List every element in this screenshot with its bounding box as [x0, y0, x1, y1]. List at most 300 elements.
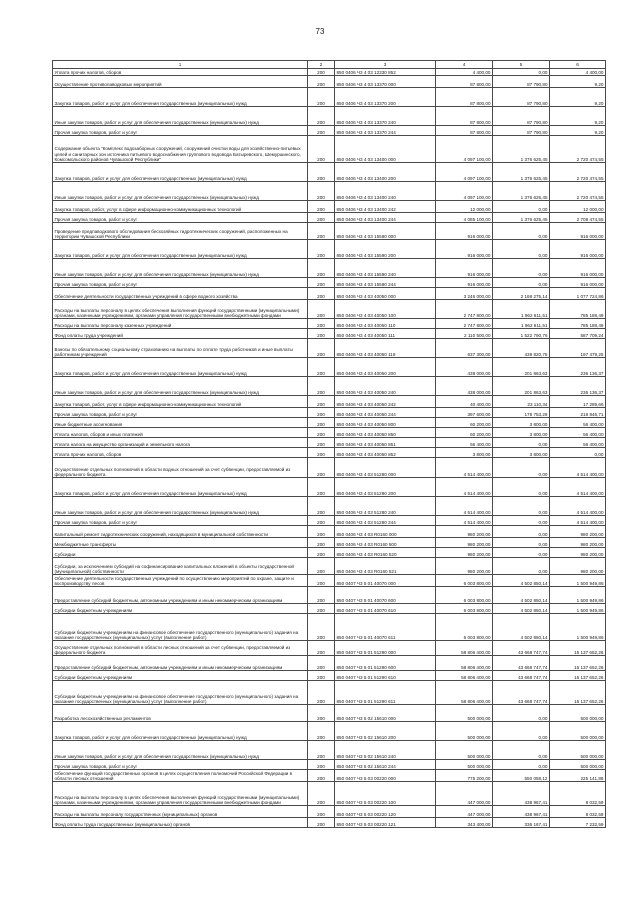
row-executed-amount: 438 967,41 [493, 782, 550, 806]
row-description: Прочая закупка товаров, работ и услуг [53, 408, 308, 418]
row-executed-amount: 4 502 850,14 [493, 614, 550, 641]
row-description: Содержание объекта "Комплекс водозаборных сооружений, сооружений очистки воды для хозяйственно-питьевых целей и санитарных зон источника питьевого водоснабжения группового водовода Батыревского, Шемуршинского, Комсомольского районов Чувашской Республики" [53, 136, 308, 163]
row-executed-amount: 87 790,80 [493, 88, 550, 107]
row-approved-amount: 4 514 400,00 [436, 497, 493, 516]
table-row [53, 770, 606, 782]
row-approved-amount: 6 003 800,00 [436, 575, 493, 587]
row-budget-classification-code: 850 0406 Ч3 4 03 40050 852 [335, 448, 436, 458]
table-row [53, 377, 606, 396]
row-executed-amount: 1 962 611,51 [493, 300, 550, 319]
row-approved-amount: 916 000,00 [436, 223, 493, 240]
row-executed-amount: 2 168 275,14 [493, 288, 550, 300]
row-line-code: 200 [308, 538, 335, 548]
table-row [53, 526, 606, 538]
row-line-code: 200 [308, 136, 335, 163]
row-unexecuted-amount: 1 500 949,86 [550, 587, 606, 604]
row-budget-classification-code: 850 0406 Ч3 4 03 13400 200 [335, 163, 436, 182]
row-line-code: 200 [308, 722, 335, 741]
row-unexecuted-amount: 980 200,00 [550, 526, 606, 538]
row-line-code: 200 [308, 69, 335, 76]
row-line-code: 200 [308, 806, 335, 818]
table-row [53, 671, 606, 681]
row-line-code: 200 [308, 278, 335, 288]
row-line-code: 200 [308, 329, 335, 339]
row-executed-amount: 1 376 625,45 [493, 182, 550, 201]
row-executed-amount: 0,00 [493, 278, 550, 288]
row-budget-classification-code: 850 0407 Ч3 5 01 51290 000 [335, 641, 436, 656]
row-line-code: 200 [308, 126, 335, 136]
row-executed-amount: 4 502 850,14 [493, 587, 550, 604]
row-unexecuted-amount: 4 514 400,00 [550, 478, 606, 497]
column-header: 3 [335, 61, 436, 69]
row-line-code: 200 [308, 671, 335, 681]
row-line-code: 200 [308, 396, 335, 408]
row-executed-amount: 3 800,00 [493, 448, 550, 458]
row-executed-amount: 0,00 [493, 69, 550, 76]
row-description: Закупка товаров, работ, услуг в сфере информационно-коммуникационных технологий [53, 396, 308, 408]
row-line-code: 200 [308, 641, 335, 656]
row-line-code: 200 [308, 377, 335, 396]
row-approved-amount: 60 200,00 [436, 428, 493, 438]
row-unexecuted-amount: 980 200,00 [550, 548, 606, 558]
row-unexecuted-amount: 785 188,49 [550, 300, 606, 319]
row-unexecuted-amount: 980 200,00 [550, 538, 606, 548]
row-line-code: 200 [308, 223, 335, 240]
row-description: Обеспечение функций государственных органов в целях осуществления полномочий Российской Федерации в области лесных отношений [53, 770, 308, 782]
row-budget-classification-code: 850 0406 Ч3 4 03 15590 000 [335, 223, 436, 240]
row-approved-amount: 775 200,00 [436, 770, 493, 782]
row-executed-amount: 43 668 747,74 [493, 656, 550, 671]
row-budget-classification-code: 850 0406 Ч3 4 03 51280 200 [335, 478, 436, 497]
row-executed-amount: 1 376 625,45 [493, 163, 550, 182]
row-line-code: 200 [308, 705, 335, 722]
row-approved-amount: 58 806 400,00 [436, 671, 493, 681]
row-unexecuted-amount: 8 032,59 [550, 782, 606, 806]
row-approved-amount: 500 000,00 [436, 722, 493, 741]
row-description: Уплата прочих налогов, сборов [53, 448, 308, 458]
row-description: Субсидии бюджетным учреждениям [53, 671, 308, 681]
row-description: Капитальный ремонт гидротехнических сооружений, находящихся в муниципальной собственности [53, 526, 308, 538]
table-row [53, 656, 606, 671]
row-budget-classification-code: 850 0406 Ч3 4 03 40050 240 [335, 377, 436, 396]
row-budget-classification-code: 850 0406 Ч3 4 03 12330 852 [335, 69, 436, 76]
row-description: Субсидии, за исключением субсидий на софинансирование капитальных вложений в объекты государственной (муниципальной) собственности [53, 558, 308, 575]
row-unexecuted-amount: 7 232,59 [550, 818, 606, 828]
row-budget-classification-code: 850 0406 Ч3 4 03 15590 240 [335, 259, 436, 278]
row-description: Обеспечение деятельности государственных учреждений по осуществлению мероприятий по охране, защите и воспроизводству лесов [53, 575, 308, 587]
row-approved-amount: 60 200,00 [436, 418, 493, 428]
row-executed-amount: 4 502 850,14 [493, 575, 550, 587]
row-description: Расходы на выплаты персоналу казенных учреждений [53, 319, 308, 329]
row-approved-amount: 58 806 400,00 [436, 641, 493, 656]
row-description: Закупка товаров, работ и услуг для обеспечения государственных (муниципальных) нужд [53, 722, 308, 741]
table-row [53, 136, 606, 163]
row-line-code: 200 [308, 418, 335, 428]
row-budget-classification-code: 850 0407 Ч3 5 02 15610 200 [335, 722, 436, 741]
row-approved-amount: 3 246 000,00 [436, 288, 493, 300]
row-line-code: 200 [308, 428, 335, 438]
row-line-code: 200 [308, 497, 335, 516]
table-row [53, 558, 606, 575]
row-unexecuted-amount: 15 137 652,26 [550, 656, 606, 671]
row-unexecuted-amount: 4 514 400,00 [550, 497, 606, 516]
row-description: Закупка товаров, работ, услуг в сфере информационно-коммуникационных технологий [53, 201, 308, 213]
table-row [53, 418, 606, 428]
row-line-code: 200 [308, 163, 335, 182]
row-unexecuted-amount: 2 708 474,55 [550, 213, 606, 223]
row-executed-amount: 0,00 [493, 705, 550, 722]
row-unexecuted-amount: 8 032,59 [550, 806, 606, 818]
row-budget-classification-code: 850 0407 Ч3 5 02 15610 000 [335, 705, 436, 722]
row-line-code: 200 [308, 240, 335, 259]
row-description: Расходы на выплаты персоналу в целях обеспечения выполнения функций государственными (муниципальными) органами, казенными учреждениями, органами управления государственными внебюджетными фондами [53, 300, 308, 319]
row-approved-amount: 56 400,00 [436, 438, 493, 448]
column-header: 1 [53, 61, 308, 69]
row-description: Прочая закупка товаров, работ и услуг [53, 126, 308, 136]
row-description: Субсидии [53, 548, 308, 558]
row-line-code: 200 [308, 288, 335, 300]
row-approved-amount: 4 400,00 [436, 69, 493, 76]
row-description: Иные закупки товаров, работ и услуг для обеспечения государственных (муниципальных) нужд [53, 107, 308, 126]
row-budget-classification-code: 850 0406 Ч3 4 03 13400 242 [335, 201, 436, 213]
row-budget-classification-code: 850 0407 Ч3 5 01 40070 610 [335, 604, 436, 614]
row-budget-classification-code: 850 0406 Ч3 4 03 13370 240 [335, 107, 436, 126]
row-unexecuted-amount: 0,00 [550, 448, 606, 458]
row-unexecuted-amount: 9,20 [550, 76, 606, 88]
row-budget-classification-code: 850 0406 Ч3 4 03 40050 800 [335, 418, 436, 428]
row-unexecuted-amount: 4 514 400,00 [550, 458, 606, 478]
row-budget-classification-code: 850 0406 Ч3 4 03 13370 000 [335, 76, 436, 88]
row-approved-amount: 58 806 400,00 [436, 656, 493, 671]
row-executed-amount: 0,00 [493, 760, 550, 770]
row-unexecuted-amount: 916 000,00 [550, 223, 606, 240]
row-budget-classification-code: 850 0407 Ч3 5 03 00220 100 [335, 782, 436, 806]
row-description: Иные закупки товаров, работ и услуг для обеспечения государственных (муниципальных) нужд [53, 182, 308, 201]
row-line-code: 200 [308, 656, 335, 671]
row-approved-amount: 343 400,00 [436, 818, 493, 828]
row-budget-classification-code: 850 0406 Ч3 4 03 R0160 521 [335, 558, 436, 575]
row-line-code: 200 [308, 526, 335, 538]
row-budget-classification-code: 850 0406 Ч3 4 03 13400 244 [335, 213, 436, 223]
row-line-code: 200 [308, 558, 335, 575]
table-row [53, 497, 606, 516]
row-unexecuted-amount: 2 720 474,55 [550, 136, 606, 163]
table-row [53, 604, 606, 614]
row-budget-classification-code: 850 0406 Ч3 4 03 R0160 520 [335, 548, 436, 558]
row-executed-amount: 87 790,80 [493, 107, 550, 126]
row-executed-amount: 1 522 790,76 [493, 329, 550, 339]
row-budget-classification-code: 850 0406 Ч3 4 03 13400 000 [335, 136, 436, 163]
row-line-code: 200 [308, 201, 335, 213]
row-unexecuted-amount: 218 846,71 [550, 408, 606, 418]
row-budget-classification-code: 850 0407 Ч3 5 02 15610 244 [335, 760, 436, 770]
row-approved-amount: 980 200,00 [436, 558, 493, 575]
row-description: Прочая закупка товаров, работ и услуг [53, 278, 308, 288]
row-description: Осуществление противопаводковых мероприятий [53, 76, 308, 88]
row-budget-classification-code: 850 0407 Ч3 5 03 00220 000 [335, 770, 436, 782]
table-header-row [53, 61, 606, 69]
budget-execution-table [52, 60, 606, 828]
row-executed-amount: 0,00 [493, 516, 550, 526]
row-executed-amount: 3 800,00 [493, 428, 550, 438]
row-executed-amount: 0,00 [493, 538, 550, 548]
table-row [53, 358, 606, 377]
row-unexecuted-amount: 2 720 474,55 [550, 182, 606, 201]
table-row [53, 107, 606, 126]
row-approved-amount: 447 000,00 [436, 806, 493, 818]
row-approved-amount: 87 800,00 [436, 76, 493, 88]
row-line-code: 200 [308, 604, 335, 614]
row-unexecuted-amount: 500 000,00 [550, 741, 606, 760]
column-header: 2 [308, 61, 335, 69]
row-unexecuted-amount: 9,20 [550, 88, 606, 107]
row-line-code: 200 [308, 88, 335, 107]
row-executed-amount: 1 376 625,45 [493, 136, 550, 163]
row-unexecuted-amount: 916 000,00 [550, 278, 606, 288]
row-executed-amount: 201 863,63 [493, 377, 550, 396]
row-executed-amount: 1 962 611,51 [493, 319, 550, 329]
row-description: Фонд оплаты труда государственных (муниципальных) органов [53, 818, 308, 828]
row-description: Субсидии бюджетным учреждениям на финансовое обеспечение государственного (муниципального) задания на оказание государственных (муниципальных) услуг (выполнение работ) [53, 614, 308, 641]
row-budget-classification-code: 850 0406 Ч3 4 03 51280 000 [335, 458, 436, 478]
row-budget-classification-code: 850 0406 Ч3 4 03 40050 110 [335, 319, 436, 329]
row-description: Субсидии бюджетным учреждениям на финансовое обеспечение государственного (муниципального) задания на оказание государственных (муниципальных) услуг (выполнение работ) [53, 681, 308, 705]
row-description: Осуществление отдельных полномочий в области водных отношений за счет субвенции, предоставляемой из федерального бюджета [53, 458, 308, 478]
row-approved-amount: 500 000,00 [436, 760, 493, 770]
row-unexecuted-amount: 1 500 949,86 [550, 614, 606, 641]
table-row [53, 641, 606, 656]
row-executed-amount: 0,00 [493, 497, 550, 516]
row-description: Закупка товаров, работ и услуг для обеспечения государственных (муниципальных) нужд [53, 478, 308, 497]
table-row [53, 741, 606, 760]
table-row [53, 587, 606, 604]
row-unexecuted-amount: 12 000,00 [550, 201, 606, 213]
row-executed-amount: 4 502 850,14 [493, 604, 550, 614]
table-row [53, 319, 606, 329]
row-executed-amount: 0,00 [493, 223, 550, 240]
row-approved-amount: 58 806 400,00 [436, 681, 493, 705]
row-unexecuted-amount: 15 137 652,26 [550, 681, 606, 705]
row-executed-amount: 0,00 [493, 548, 550, 558]
row-budget-classification-code: 850 0406 Ч3 4 03 13370 200 [335, 88, 436, 107]
row-executed-amount: 0,00 [493, 438, 550, 448]
table-row [53, 722, 606, 741]
row-executed-amount: 336 167,41 [493, 818, 550, 828]
row-approved-amount: 4 514 400,00 [436, 478, 493, 497]
row-executed-amount: 43 668 747,74 [493, 671, 550, 681]
table-row [53, 300, 606, 319]
table-row [53, 278, 606, 288]
row-approved-amount: 2 747 800,00 [436, 300, 493, 319]
row-line-code: 200 [308, 760, 335, 770]
row-executed-amount: 43 668 747,74 [493, 681, 550, 705]
row-approved-amount: 87 800,00 [436, 126, 493, 136]
row-executed-amount: 23 110,34 [493, 396, 550, 408]
row-line-code: 200 [308, 76, 335, 88]
row-line-code: 200 [308, 182, 335, 201]
row-budget-classification-code: 850 0406 Ч3 4 03 40050 242 [335, 396, 436, 408]
row-line-code: 200 [308, 575, 335, 587]
row-budget-classification-code: 850 0406 Ч3 4 03 40050 200 [335, 358, 436, 377]
row-budget-classification-code: 850 0407 Ч3 5 01 51290 600 [335, 656, 436, 671]
table-row [53, 126, 606, 136]
row-approved-amount: 916 000,00 [436, 278, 493, 288]
row-description: Фонд оплаты труда учреждений [53, 329, 308, 339]
table-row [53, 259, 606, 278]
row-unexecuted-amount: 15 137 652,26 [550, 671, 606, 681]
row-budget-classification-code: 850 0406 Ч3 4 03 15590 200 [335, 240, 436, 259]
row-line-code: 200 [308, 358, 335, 377]
row-budget-classification-code: 850 0406 Ч3 4 03 40050 119 [335, 339, 436, 358]
row-approved-amount: 4 097 100,00 [436, 136, 493, 163]
row-approved-amount: 4 097 100,00 [436, 163, 493, 182]
row-budget-classification-code: 850 0407 Ч3 5 01 40070 600 [335, 587, 436, 604]
column-header: 4 [436, 61, 493, 69]
row-executed-amount: 201 863,63 [493, 358, 550, 377]
row-approved-amount: 980 200,00 [436, 548, 493, 558]
row-executed-amount: 0,00 [493, 558, 550, 575]
row-unexecuted-amount: 197 479,25 [550, 339, 606, 358]
row-description: Уплата налога на имущество организаций и земельного налога [53, 438, 308, 448]
row-budget-classification-code: 850 0406 Ч3 4 03 51280 240 [335, 497, 436, 516]
row-approved-amount: 916 000,00 [436, 240, 493, 259]
row-description: Разработка лесохозяйственных регламентов [53, 705, 308, 722]
row-budget-classification-code: 850 0406 Ч3 4 03 40050 000 [335, 288, 436, 300]
row-line-code: 200 [308, 448, 335, 458]
row-budget-classification-code: 850 0407 Ч3 5 03 00220 121 [335, 818, 436, 828]
row-line-code: 200 [308, 107, 335, 126]
row-unexecuted-amount: 587 709,24 [550, 329, 606, 339]
row-budget-classification-code: 850 0407 Ч3 5 01 51290 610 [335, 671, 436, 681]
row-executed-amount: 550 058,12 [493, 770, 550, 782]
row-budget-classification-code: 850 0406 Ч3 4 03 51280 244 [335, 516, 436, 526]
row-approved-amount: 916 000,00 [436, 259, 493, 278]
row-approved-amount: 6 003 800,00 [436, 614, 493, 641]
row-line-code: 200 [308, 300, 335, 319]
table-row [53, 818, 606, 828]
table-row [53, 163, 606, 182]
table-row [53, 428, 606, 438]
table-row [53, 478, 606, 497]
column-header: 5 [493, 61, 550, 69]
row-budget-classification-code: 850 0406 Ч3 4 03 40050 244 [335, 408, 436, 418]
row-line-code: 200 [308, 818, 335, 828]
row-description: Иные закупки товаров, работ и услуг для обеспечения государственных (муниципальных) нужд [53, 497, 308, 516]
table-row [53, 182, 606, 201]
row-description: Прочая закупка товаров, работ и услуг [53, 213, 308, 223]
row-unexecuted-amount: 15 137 652,26 [550, 641, 606, 656]
row-line-code: 200 [308, 213, 335, 223]
row-unexecuted-amount: 17 289,66 [550, 396, 606, 408]
table-row [53, 339, 606, 358]
table-row [53, 69, 606, 76]
row-executed-amount: 43 668 747,74 [493, 641, 550, 656]
row-unexecuted-amount: 56 400,00 [550, 418, 606, 428]
row-executed-amount: 0,00 [493, 259, 550, 278]
row-approved-amount: 87 800,00 [436, 107, 493, 126]
row-budget-classification-code: 850 0406 Ч3 4 03 40050 850 [335, 428, 436, 438]
row-description: Субсидии бюджетным учреждениям [53, 604, 308, 614]
row-line-code: 200 [308, 770, 335, 782]
table-row [53, 806, 606, 818]
row-executed-amount: 0,00 [493, 458, 550, 478]
column-header: 6 [550, 61, 606, 69]
row-budget-classification-code: 850 0406 Ч3 4 03 40050 100 [335, 300, 436, 319]
table-row [53, 329, 606, 339]
row-approved-amount: 397 600,00 [436, 408, 493, 418]
row-budget-classification-code: 850 0407 Ч3 5 01 40070 611 [335, 614, 436, 641]
row-executed-amount: 0,00 [493, 201, 550, 213]
table-row [53, 88, 606, 107]
row-description: Уплата налогов, сборов и иных платежей [53, 428, 308, 438]
row-unexecuted-amount: 56 400,00 [550, 438, 606, 448]
row-approved-amount: 87 800,00 [436, 88, 493, 107]
row-description: Межбюджетные трансферты [53, 538, 308, 548]
row-line-code: 200 [308, 339, 335, 358]
row-unexecuted-amount: 916 000,00 [550, 259, 606, 278]
row-description: Закупка товаров, работ и услуг для обеспечения государственных (муниципальных) нужд [53, 88, 308, 107]
row-description: Иные закупки товаров, работ и услуг для обеспечения государственных (муниципальных) нужд [53, 741, 308, 760]
row-description: Взносы по обязательному социальному страхованию на выплаты по оплате труда работников и иные выплаты работникам учреждений [53, 339, 308, 358]
row-line-code: 200 [308, 681, 335, 705]
row-unexecuted-amount: 500 000,00 [550, 722, 606, 741]
row-unexecuted-amount: 1 500 949,86 [550, 604, 606, 614]
row-line-code: 200 [308, 587, 335, 604]
table-row [53, 240, 606, 259]
row-budget-classification-code: 850 0406 Ч3 4 03 40050 111 [335, 329, 436, 339]
table-row [53, 448, 606, 458]
row-budget-classification-code: 850 0406 Ч3 4 03 13370 244 [335, 126, 436, 136]
row-description: Иные бюджетные ассигнования [53, 418, 308, 428]
table-row [53, 614, 606, 641]
row-line-code: 200 [308, 516, 335, 526]
row-budget-classification-code: 850 0406 Ч3 4 03 13400 240 [335, 182, 436, 201]
row-unexecuted-amount: 980 200,00 [550, 558, 606, 575]
row-unexecuted-amount: 500 000,00 [550, 705, 606, 722]
row-executed-amount: 0,00 [493, 722, 550, 741]
table-row [53, 516, 606, 526]
table-row [53, 548, 606, 558]
row-description: Закупка товаров, работ и услуг для обеспечения государственных (муниципальных) нужд [53, 358, 308, 377]
row-unexecuted-amount: 9,20 [550, 126, 606, 136]
row-executed-amount: 438 967,41 [493, 806, 550, 818]
table-row [53, 201, 606, 213]
row-description: Расходы на выплаты персоналу государственных (муниципальных) органов [53, 806, 308, 818]
row-line-code: 200 [308, 408, 335, 418]
row-approved-amount: 2 110 500,00 [436, 329, 493, 339]
row-executed-amount: 439 820,75 [493, 339, 550, 358]
row-executed-amount: 1 376 625,45 [493, 213, 550, 223]
row-unexecuted-amount: 56 400,00 [550, 428, 606, 438]
row-line-code: 200 [308, 438, 335, 448]
row-unexecuted-amount: 225 141,88 [550, 770, 606, 782]
table-row [53, 681, 606, 705]
row-executed-amount: 87 790,80 [493, 76, 550, 88]
row-approved-amount: 2 747 800,00 [436, 319, 493, 329]
row-approved-amount: 12 000,00 [436, 201, 493, 213]
row-approved-amount: 6 003 800,00 [436, 604, 493, 614]
row-executed-amount: 178 753,29 [493, 408, 550, 418]
page-number: 73 [315, 27, 325, 36]
row-description: Уплата прочих налогов, сборов [53, 69, 308, 76]
table-row [53, 538, 606, 548]
row-budget-classification-code: 850 0406 Ч3 4 03 R0160 000 [335, 526, 436, 538]
row-line-code: 200 [308, 319, 335, 329]
row-budget-classification-code: 850 0406 Ч3 4 03 40050 851 [335, 438, 436, 448]
row-description: Закупка товаров, работ и услуг для обеспечения государственных (муниципальных) нужд [53, 163, 308, 182]
row-approved-amount: 4 514 400,00 [436, 516, 493, 526]
row-approved-amount: 637 300,00 [436, 339, 493, 358]
